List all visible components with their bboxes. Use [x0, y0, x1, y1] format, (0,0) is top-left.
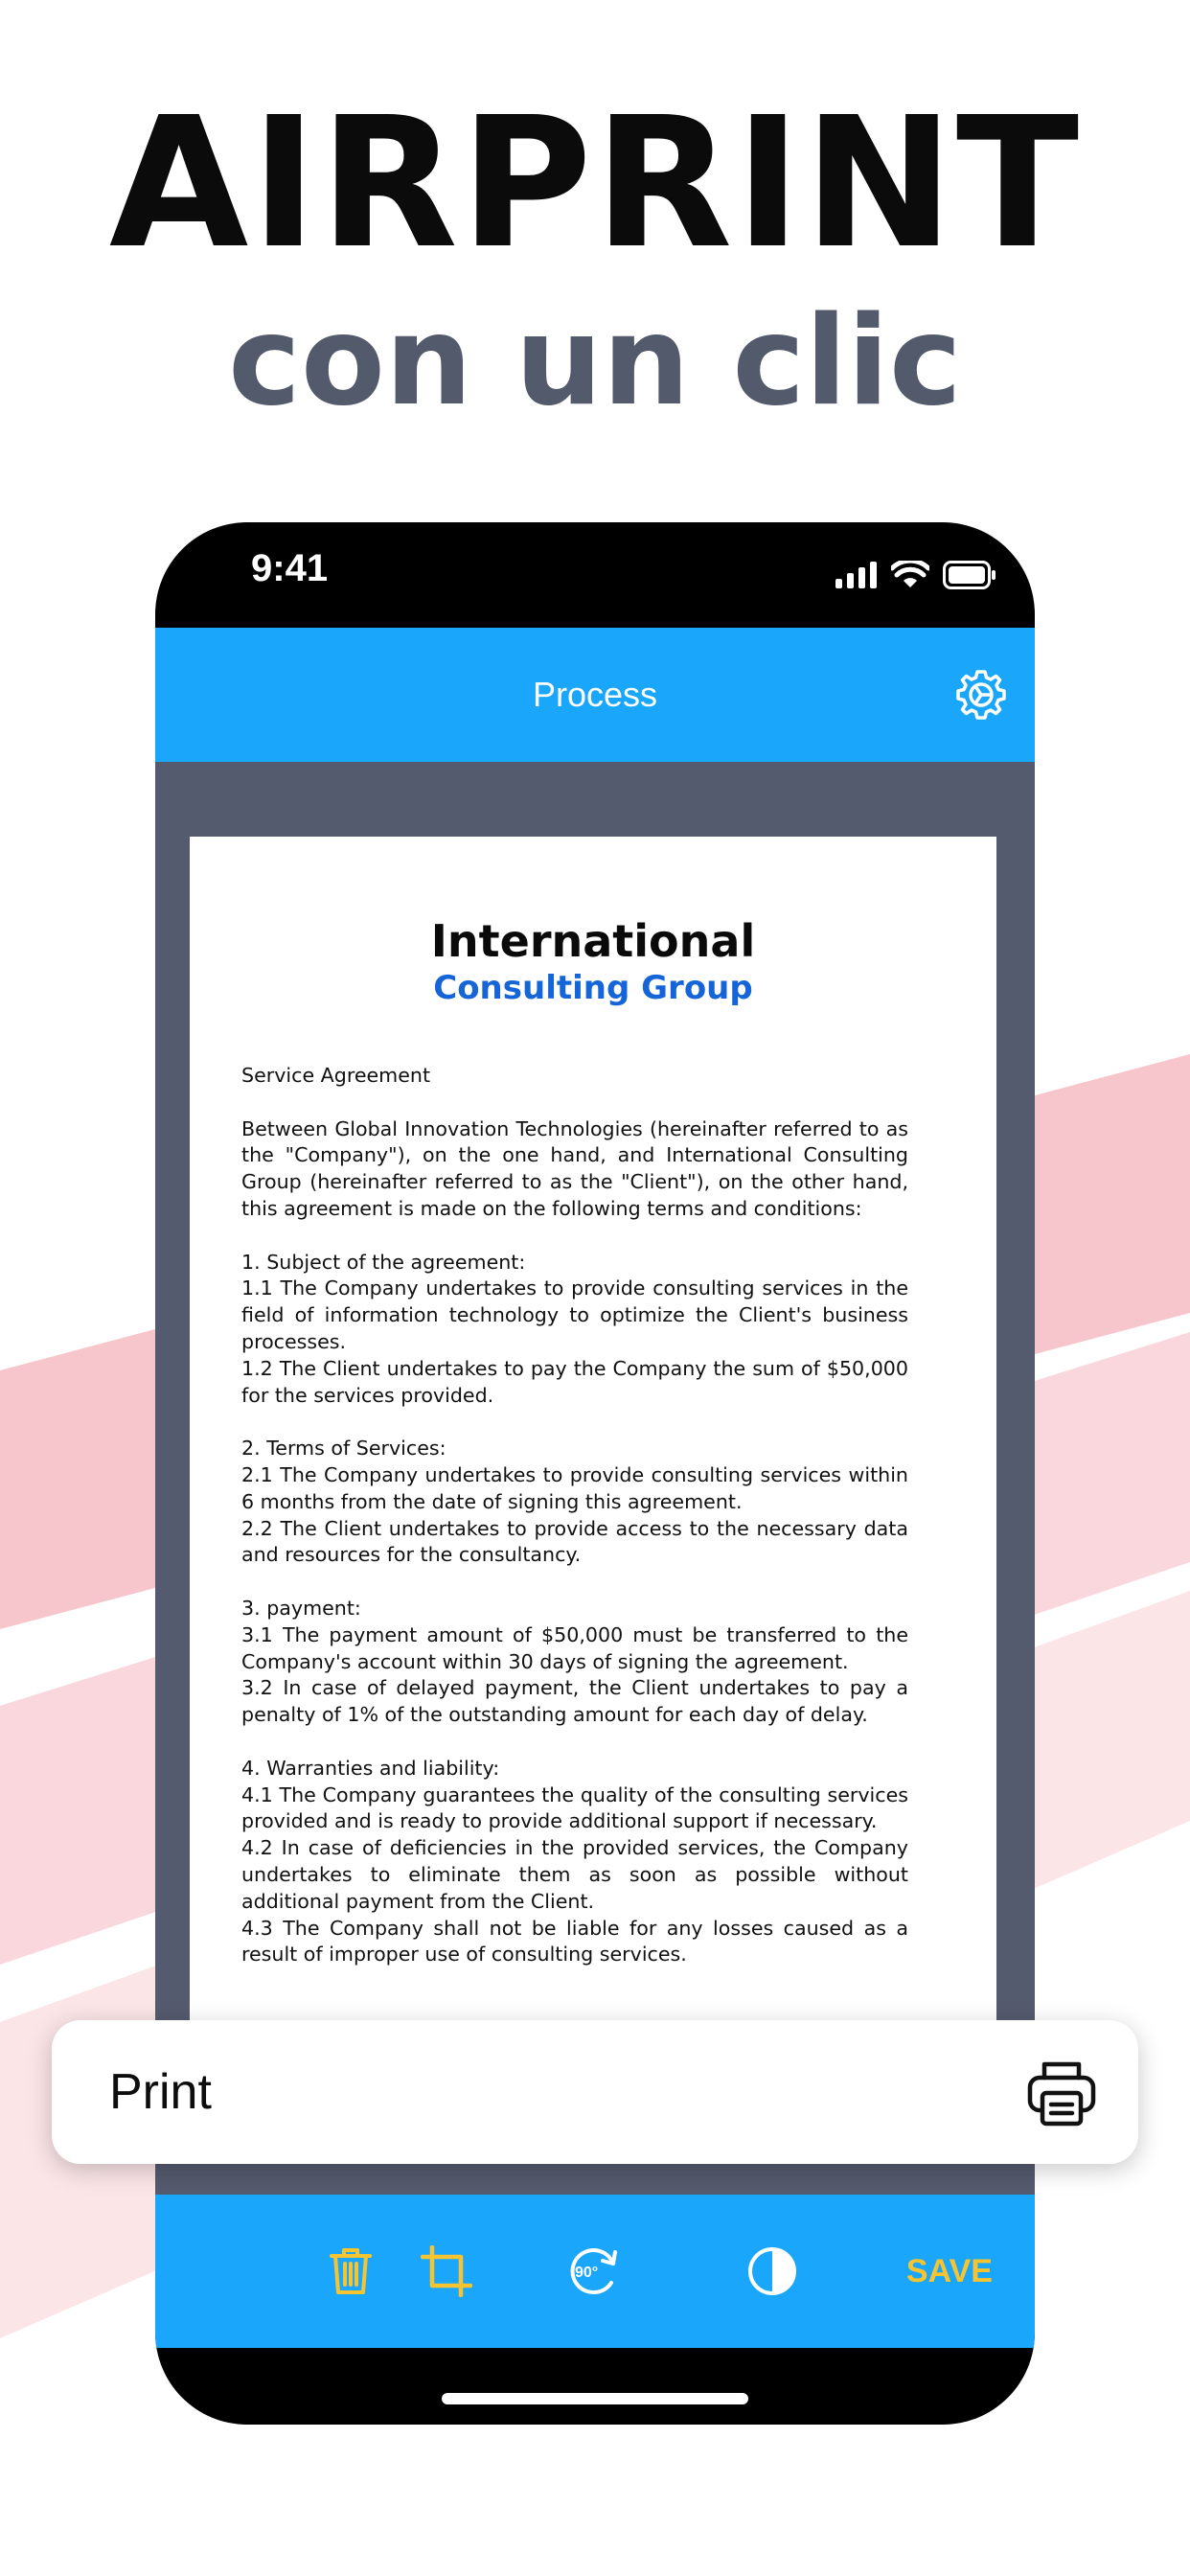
doc-paragraph: 3.2 In case of delayed payment, the Client undertakes to pay a penalty of 1% of the outstanding amount for each day of delay. [241, 1676, 908, 1727]
status-icons [835, 559, 996, 591]
doc-spacer [241, 1409, 908, 1436]
doc-paragraph: 2.1 The Company undertakes to provide consulting services within 6 months from the date of signing this agreement. [241, 1462, 908, 1513]
doc-paragraph: 4.3 The Company shall not be liable for any losses caused as a result of improper use of consulting services. [241, 1916, 908, 1966]
doc-spacer [241, 1090, 908, 1116]
doc-paragraph: 4. Warranties and liability: [241, 1756, 500, 1780]
doc-paragraph: 3.1 The payment amount of $50,000 must be transferred to the Company's account within 30 days of signing the agreement. [241, 1622, 908, 1673]
doc-spacer [241, 1729, 908, 1756]
contrast-button[interactable] [744, 2242, 801, 2300]
delete-button[interactable] [322, 2242, 379, 2300]
doc-paragraph: 1.2 The Client undertakes to pay the Company the sum of $50,000 for the services provided. [241, 1356, 908, 1407]
doc-paragraph: Between Global Innovation Technologies (hereinafter referred to as the "Company"), on the one hand, and International Consulting Group (hereinafter referred to as the "Client"), on the other hand, this agreement is made on the following terms and conditions: [241, 1116, 908, 1220]
doc-paragraph: 4.1 The Company guarantees the quality of the consulting services provided and is ready to provide additional support if necessary. [241, 1782, 908, 1833]
rotate-90-label: 90° [575, 2265, 599, 2281]
document-page [190, 837, 996, 2130]
doc-paragraph: 3. payment: [241, 1596, 361, 1620]
headline-subtitle: con un clic [228, 290, 962, 433]
crop-button[interactable] [418, 2242, 475, 2300]
document-title: International [430, 915, 756, 967]
doc-paragraph: Service Agreement [241, 1064, 431, 1087]
nav-title: Process [532, 675, 658, 714]
print-button[interactable] [52, 2020, 1138, 2164]
battery-icon [943, 561, 996, 589]
status-bar [155, 522, 1035, 628]
contrast-icon [746, 2245, 798, 2297]
doc-paragraph: 2.2 The Client undertakes to provide access to the necessary data and resources for the consultancy. [241, 1516, 908, 1567]
navbar [155, 628, 1035, 762]
trash-icon [329, 2246, 373, 2296]
doc-paragraph: 1.1 The Company undertakes to provide consulting services in the field of information technology to optimize the Client's business processes. [241, 1276, 908, 1353]
rotate-90-icon [567, 2244, 625, 2298]
save-button[interactable]: SAVE [905, 2253, 993, 2289]
doc-paragraph: 2. Terms of Services: [241, 1437, 446, 1460]
doc-spacer [241, 1569, 908, 1596]
doc-paragraph: 1. Subject of the agreement: [241, 1250, 526, 1274]
headline-title: AIRPRINT [108, 79, 1082, 288]
document-subtitle: Consulting Group [433, 969, 753, 1007]
crop-icon [421, 2245, 472, 2297]
doc-spacer [241, 1223, 908, 1250]
gear-icon[interactable] [954, 668, 1008, 722]
wifi-icon [891, 561, 929, 589]
document-body [241, 1063, 908, 1968]
print-label: Print [109, 2064, 212, 2120]
status-time: 9:41 [251, 547, 329, 589]
bottom-toolbar [155, 2195, 1035, 2348]
rotate-button[interactable] [565, 2242, 627, 2300]
home-indicator [442, 2393, 748, 2404]
printer-icon [1025, 2057, 1098, 2129]
signal-icon [835, 562, 878, 588]
doc-paragraph: 4.2 In case of deficiencies in the provided services, the Company undertakes to eliminate them as soon as possible without additional payment from the Client. [241, 1836, 908, 1913]
